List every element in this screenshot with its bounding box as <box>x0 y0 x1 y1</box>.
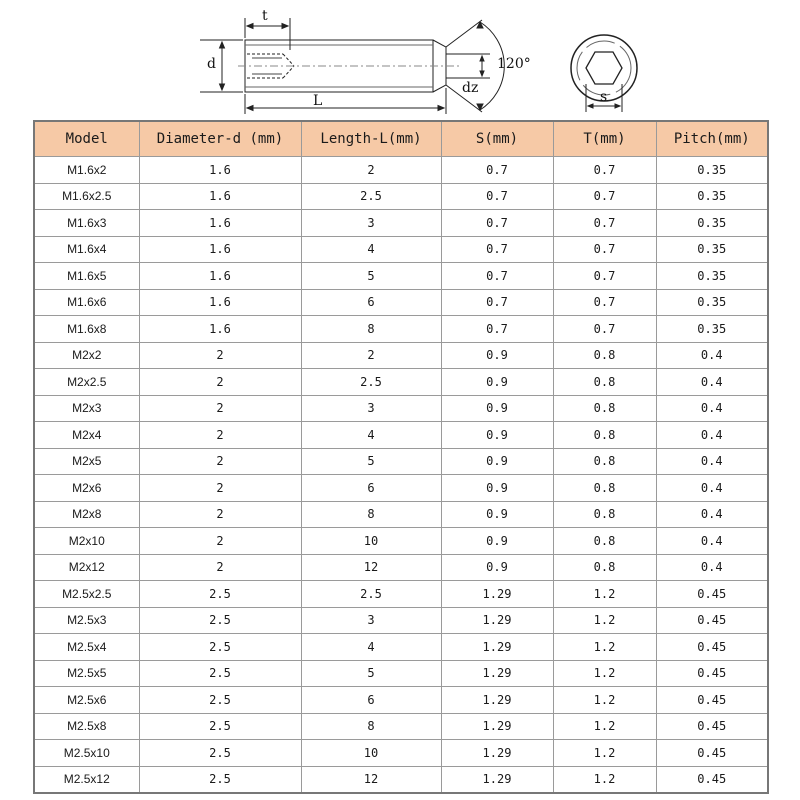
column-header-s: S(mm) <box>441 121 553 157</box>
diameter-cell: 2 <box>139 501 301 528</box>
length-cell: 3 <box>301 607 441 634</box>
s-cell: 0.9 <box>441 475 553 502</box>
model-cell: M2.5x6 <box>34 687 139 714</box>
s-cell: 1.29 <box>441 740 553 767</box>
header-row <box>34 121 768 157</box>
s-cell: 0.7 <box>441 289 553 316</box>
t-cell: 0.7 <box>553 316 656 343</box>
table-row <box>34 528 768 555</box>
s-cell: 1.29 <box>441 687 553 714</box>
model-cell: M2x5 <box>34 448 139 475</box>
table-row <box>34 289 768 316</box>
specification-table <box>33 120 769 794</box>
length-cell: 12 <box>301 766 441 793</box>
end-view-thread <box>577 41 631 95</box>
model-cell: M1.6x4 <box>34 236 139 263</box>
diameter-cell: 2 <box>139 369 301 396</box>
set-screw-diagram <box>0 0 800 120</box>
s-cell: 0.7 <box>441 236 553 263</box>
pitch-cell: 0.4 <box>656 422 768 449</box>
model-cell: M1.6x2 <box>34 157 139 184</box>
pitch-cell: 0.35 <box>656 289 768 316</box>
diameter-cell: 1.6 <box>139 183 301 210</box>
length-cell: 8 <box>301 713 441 740</box>
pitch-cell: 0.4 <box>656 475 768 502</box>
table-row <box>34 157 768 184</box>
diameter-cell: 1.6 <box>139 289 301 316</box>
model-cell: M2x8 <box>34 501 139 528</box>
t-cell: 1.2 <box>553 634 656 661</box>
t-cell: 0.7 <box>553 210 656 237</box>
pitch-cell: 0.35 <box>656 157 768 184</box>
s-cell: 0.9 <box>441 448 553 475</box>
length-cell: 4 <box>301 634 441 661</box>
length-cell: 6 <box>301 687 441 714</box>
diameter-cell: 2 <box>139 422 301 449</box>
t-cell: 0.8 <box>553 475 656 502</box>
column-header-length: Length-L(mm) <box>301 121 441 157</box>
table-row <box>34 475 768 502</box>
diameter-cell: 1.6 <box>139 263 301 290</box>
table-row <box>34 342 768 369</box>
s-cell: 0.9 <box>441 528 553 555</box>
s-cell: 1.29 <box>441 581 553 608</box>
table-row <box>34 687 768 714</box>
pitch-cell: 0.45 <box>656 607 768 634</box>
pitch-cell: 0.45 <box>656 660 768 687</box>
length-cell: 8 <box>301 501 441 528</box>
model-cell: M2.5x2.5 <box>34 581 139 608</box>
pitch-cell: 0.45 <box>656 766 768 793</box>
model-cell: M2.5x12 <box>34 766 139 793</box>
table-row <box>34 448 768 475</box>
table-row <box>34 634 768 661</box>
s-cell: 0.7 <box>441 157 553 184</box>
t-cell: 0.8 <box>553 342 656 369</box>
table-row <box>34 581 768 608</box>
t-cell: 1.2 <box>553 660 656 687</box>
length-cell: 2.5 <box>301 581 441 608</box>
pitch-cell: 0.45 <box>656 581 768 608</box>
s-cell: 0.9 <box>441 395 553 422</box>
diameter-cell: 2.5 <box>139 766 301 793</box>
s-cell: 0.9 <box>441 501 553 528</box>
end-view-hex <box>586 52 622 84</box>
model-cell: M2x12 <box>34 554 139 581</box>
pitch-cell: 0.4 <box>656 528 768 555</box>
table-row <box>34 607 768 634</box>
pitch-cell: 0.4 <box>656 369 768 396</box>
table-row <box>34 766 768 793</box>
pitch-cell: 0.35 <box>656 210 768 237</box>
pitch-cell: 0.35 <box>656 263 768 290</box>
table-row <box>34 316 768 343</box>
dz-label: dz <box>462 80 479 96</box>
pitch-cell: 0.45 <box>656 687 768 714</box>
model-cell: M2x4 <box>34 422 139 449</box>
length-cell: 5 <box>301 263 441 290</box>
diameter-cell: 2.5 <box>139 740 301 767</box>
column-header-pitch: Pitch(mm) <box>656 121 768 157</box>
length-cell: 5 <box>301 660 441 687</box>
t-cell: 1.2 <box>553 687 656 714</box>
pitch-cell: 0.45 <box>656 713 768 740</box>
s-cell: 0.7 <box>441 263 553 290</box>
table-row <box>34 740 768 767</box>
pitch-cell: 0.45 <box>656 740 768 767</box>
t-cell: 0.7 <box>553 183 656 210</box>
length-cell: 10 <box>301 740 441 767</box>
table-header <box>34 121 768 157</box>
s-cell: 0.9 <box>441 369 553 396</box>
length-cell: 2 <box>301 157 441 184</box>
length-cell: 4 <box>301 236 441 263</box>
d-label: d <box>207 56 216 72</box>
pitch-cell: 0.35 <box>656 236 768 263</box>
diameter-cell: 2 <box>139 554 301 581</box>
model-cell: M1.6x2.5 <box>34 183 139 210</box>
set-screw-drawing <box>0 0 800 120</box>
s-cell: 0.7 <box>441 316 553 343</box>
length-cell: 12 <box>301 554 441 581</box>
model-cell: M2.5x3 <box>34 607 139 634</box>
model-cell: M2.5x10 <box>34 740 139 767</box>
length-cell: 8 <box>301 316 441 343</box>
t-cell: 1.2 <box>553 740 656 767</box>
t-cell: 0.8 <box>553 395 656 422</box>
diameter-cell: 2 <box>139 448 301 475</box>
model-cell: M1.6x5 <box>34 263 139 290</box>
t-label: t <box>262 8 268 24</box>
diameter-cell: 2 <box>139 342 301 369</box>
column-header-diameter: Diameter-d (mm) <box>139 121 301 157</box>
length-cell: 4 <box>301 422 441 449</box>
diameter-cell: 1.6 <box>139 210 301 237</box>
table-row <box>34 369 768 396</box>
diameter-cell: 2.5 <box>139 713 301 740</box>
t-cell: 0.8 <box>553 422 656 449</box>
s-cell: 0.7 <box>441 210 553 237</box>
pitch-cell: 0.4 <box>656 395 768 422</box>
angle-label: 120° <box>497 56 531 72</box>
table-row <box>34 210 768 237</box>
s-cell: 1.29 <box>441 766 553 793</box>
t-cell: 0.8 <box>553 528 656 555</box>
pitch-cell: 0.4 <box>656 501 768 528</box>
s-cell: 0.7 <box>441 183 553 210</box>
diameter-cell: 2.5 <box>139 687 301 714</box>
model-cell: M2x6 <box>34 475 139 502</box>
column-header-model: Model <box>34 121 139 157</box>
table-row <box>34 554 768 581</box>
table-body <box>34 157 768 794</box>
diameter-cell: 2 <box>139 475 301 502</box>
t-cell: 0.8 <box>553 448 656 475</box>
model-cell: M2.5x4 <box>34 634 139 661</box>
column-header-t: T(mm) <box>553 121 656 157</box>
pitch-cell: 0.4 <box>656 554 768 581</box>
s-label: s <box>600 89 608 105</box>
table-row <box>34 183 768 210</box>
t-cell: 1.2 <box>553 581 656 608</box>
diameter-cell: 2 <box>139 395 301 422</box>
t-cell: 0.7 <box>553 289 656 316</box>
s-cell: 1.29 <box>441 607 553 634</box>
model-cell: M2.5x8 <box>34 713 139 740</box>
s-cell: 0.9 <box>441 342 553 369</box>
t-cell: 0.8 <box>553 369 656 396</box>
table-row <box>34 713 768 740</box>
t-cell: 1.2 <box>553 766 656 793</box>
length-cell: 3 <box>301 210 441 237</box>
table-row <box>34 501 768 528</box>
s-cell: 1.29 <box>441 713 553 740</box>
model-cell: M2x3 <box>34 395 139 422</box>
s-cell: 1.29 <box>441 634 553 661</box>
pitch-cell: 0.35 <box>656 316 768 343</box>
model-cell: M2x2 <box>34 342 139 369</box>
table-row <box>34 422 768 449</box>
diameter-cell: 1.6 <box>139 157 301 184</box>
length-cell: 10 <box>301 528 441 555</box>
diameter-cell: 1.6 <box>139 316 301 343</box>
t-cell: 1.2 <box>553 607 656 634</box>
length-cell: 2 <box>301 342 441 369</box>
length-cell: 6 <box>301 475 441 502</box>
s-cell: 1.29 <box>441 660 553 687</box>
model-cell: M2x2.5 <box>34 369 139 396</box>
diameter-cell: 2.5 <box>139 581 301 608</box>
pitch-cell: 0.35 <box>656 183 768 210</box>
diameter-cell: 1.6 <box>139 236 301 263</box>
model-cell: M1.6x6 <box>34 289 139 316</box>
s-cell: 0.9 <box>441 554 553 581</box>
length-cell: 2.5 <box>301 183 441 210</box>
length-cell: 6 <box>301 289 441 316</box>
table-row <box>34 263 768 290</box>
diameter-cell: 2.5 <box>139 634 301 661</box>
s-cell: 0.9 <box>441 422 553 449</box>
table-row <box>34 660 768 687</box>
pitch-cell: 0.4 <box>656 448 768 475</box>
pitch-cell: 0.45 <box>656 634 768 661</box>
t-cell: 0.7 <box>553 236 656 263</box>
table-row <box>34 395 768 422</box>
model-cell: M2x10 <box>34 528 139 555</box>
l-label: L <box>313 93 323 109</box>
length-cell: 5 <box>301 448 441 475</box>
model-cell: M1.6x8 <box>34 316 139 343</box>
t-cell: 0.8 <box>553 554 656 581</box>
t-cell: 0.7 <box>553 157 656 184</box>
length-cell: 3 <box>301 395 441 422</box>
model-cell: M1.6x3 <box>34 210 139 237</box>
t-cell: 0.8 <box>553 501 656 528</box>
length-cell: 2.5 <box>301 369 441 396</box>
t-cell: 0.7 <box>553 263 656 290</box>
t-cell: 1.2 <box>553 713 656 740</box>
diameter-cell: 2.5 <box>139 660 301 687</box>
diameter-cell: 2 <box>139 528 301 555</box>
table-row <box>34 236 768 263</box>
model-cell: M2.5x5 <box>34 660 139 687</box>
diameter-cell: 2.5 <box>139 607 301 634</box>
pitch-cell: 0.4 <box>656 342 768 369</box>
